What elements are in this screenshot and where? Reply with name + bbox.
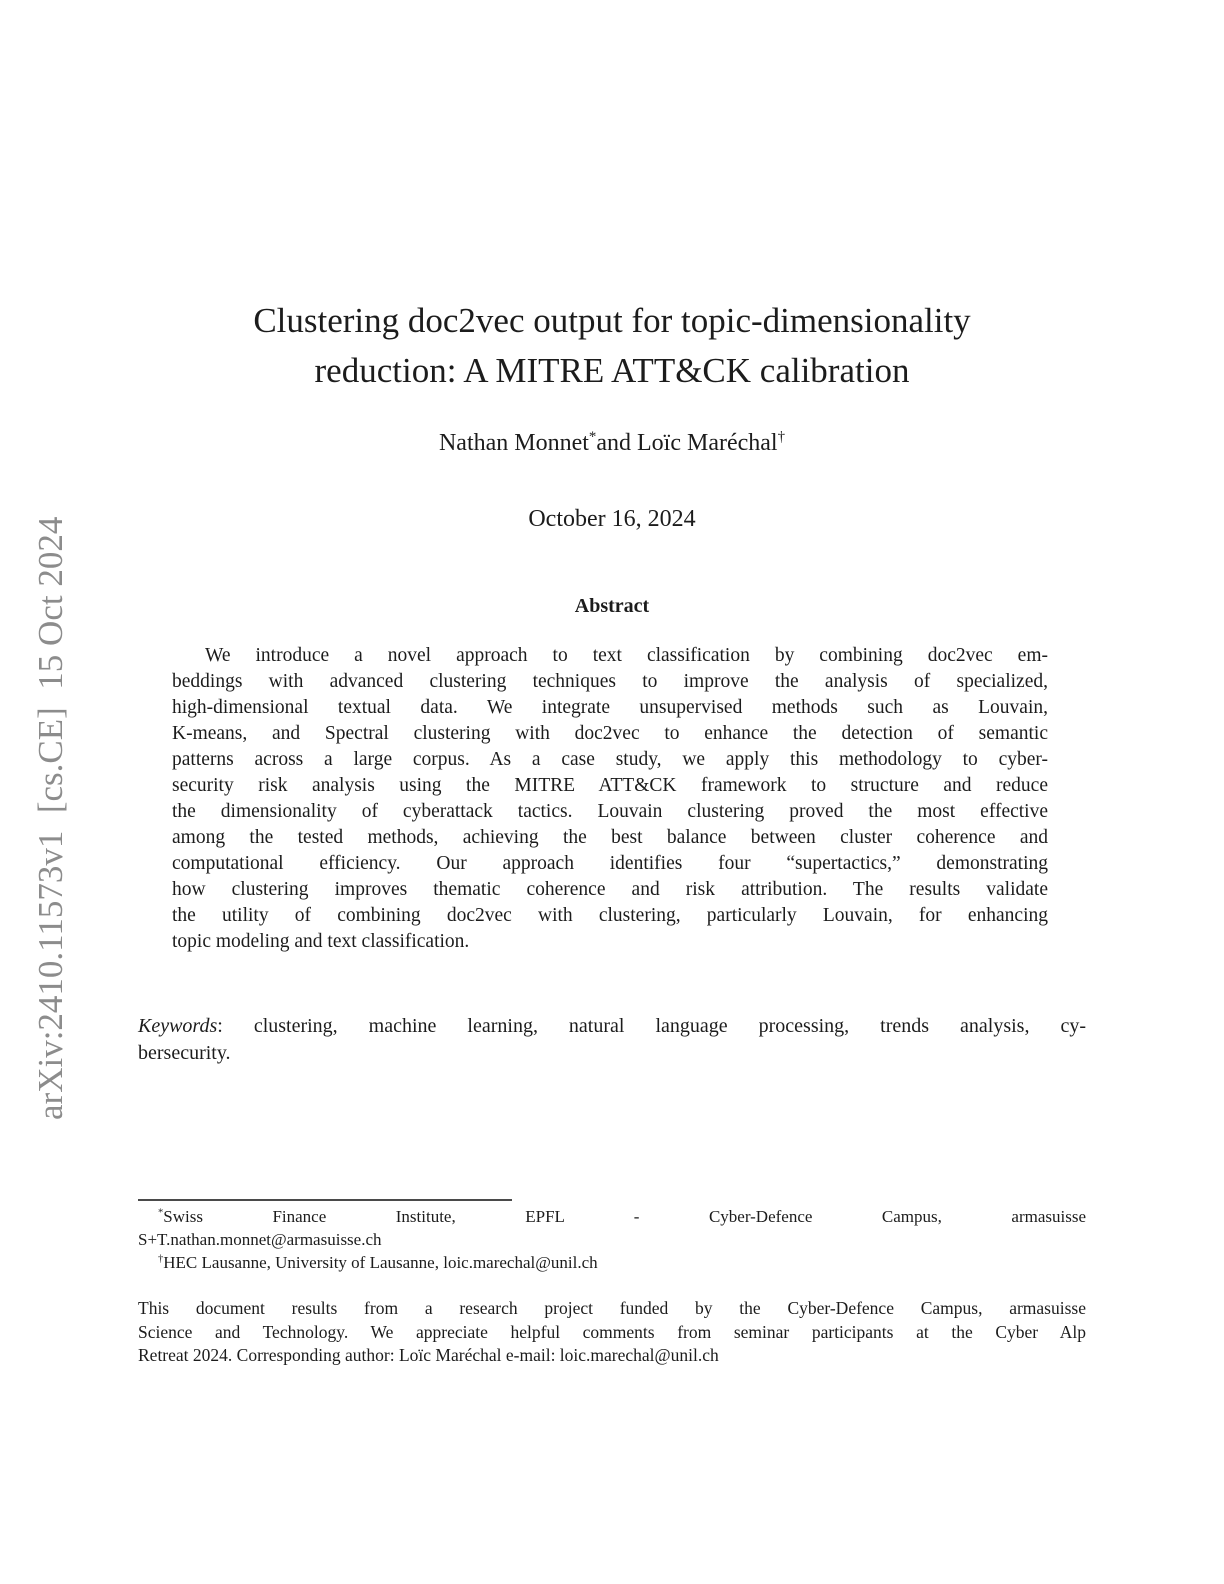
footnote-2-text: HEC Lausanne, University of Lausanne, loic.marechal@unil.ch <box>163 1253 598 1272</box>
abstract-text-line: beddings with advanced clustering techniques to improve the analysis of specialized, <box>172 671 1048 692</box>
abstract-text-line: high-dimensional textual data. We integrate unsupervised methods such as Louvain, <box>172 697 1048 718</box>
author-name-2: and Loïc Maréchal <box>596 430 778 456</box>
paper-title-line2: reduction: A MITRE ATT&CK calibration <box>314 351 910 390</box>
abstract-text-line: We introduce a novel approach to text classification by combining doc2vec em- <box>205 645 1048 666</box>
footnote-rule <box>138 1199 512 1201</box>
footnote-affiliation-1 <box>138 1205 1086 1228</box>
abstract-text-line: topic modeling and text classification. <box>172 931 470 952</box>
keywords-list: : clustering, machine learning, natural language processing, trends analysis, cy- <box>217 1015 1086 1037</box>
abstract-text-line: security risk analysis using the MITRE ATT&CK framework to structure and reduce <box>172 775 1048 796</box>
author-name-1: Nathan Monnet <box>438 430 589 456</box>
author-line <box>138 428 1086 458</box>
footnote-1-email: S+T.nathan.monnet@armasuisse.ch <box>138 1230 382 1249</box>
paper-title <box>138 296 1086 396</box>
paper-title-line1: Clustering doc2vec output for topic-dimensionality <box>253 301 971 340</box>
footnote-1-text: Swiss Finance Institute, EPFL - Cyber-Defence Campus, armasuisse <box>163 1207 1086 1226</box>
abstract-text-line: K-means, and Spectral clustering with doc2vec to enhance the detection of semantic <box>172 723 1048 744</box>
keywords-line-1 <box>138 1013 1086 1040</box>
footnote-affiliation-2 <box>138 1251 1086 1274</box>
abstract-text-line: computational efficiency. Our approach identifies four “supertactics,” demonstrating <box>172 853 1048 874</box>
footnotes <box>138 1205 1086 1274</box>
abstract-text-line: the dimensionality of cyberattack tactics. Louvain clustering proved the most effective <box>172 801 1048 822</box>
abstract-text-line: the utility of combining doc2vec with clustering, particularly Louvain, for enhancing <box>172 905 1048 926</box>
funding-text-line: This document results from a research project funded by the Cyber-Defence Campus, armasuisse <box>138 1298 1086 1318</box>
arxiv-watermark: arXiv:2410.11573v1 [cs.CE] 15 Oct 2024 <box>31 516 70 1120</box>
funding-text-line: Science and Technology. We appreciate helpful comments from seminar participants at the Cyber Alp <box>138 1321 1086 1342</box>
paper-date: October 16, 2024 <box>528 506 696 532</box>
funding-text-line: Retreat 2024. Corresponding author: Loïc Maréchal e-mail: loic.marechal@unil.ch <box>138 1345 719 1365</box>
footnote-marker-asterisk: * <box>158 1207 164 1219</box>
abstract-text-line: among the tested methods, achieving the best balance between cluster coherence and <box>172 827 1048 848</box>
keywords-label: Keywords <box>138 1015 218 1037</box>
abstract-text-line: how clustering improves thematic coherence and risk attribution. The results validate <box>172 879 1048 900</box>
footnote-marker-dagger: † <box>158 1253 164 1265</box>
author-footnote-marker-1: * <box>588 429 597 445</box>
keywords-line-2: bersecurity. <box>138 1042 231 1064</box>
keywords-block <box>138 1013 1086 1067</box>
abstract-body <box>172 643 1048 955</box>
funding-acknowledgment <box>138 1297 1086 1368</box>
abstract-heading: Abstract <box>574 595 650 617</box>
author-footnote-marker-2: † <box>777 429 786 445</box>
abstract-text-line: patterns across a large corpus. As a case study, we apply this methodology to cyber- <box>172 749 1048 770</box>
